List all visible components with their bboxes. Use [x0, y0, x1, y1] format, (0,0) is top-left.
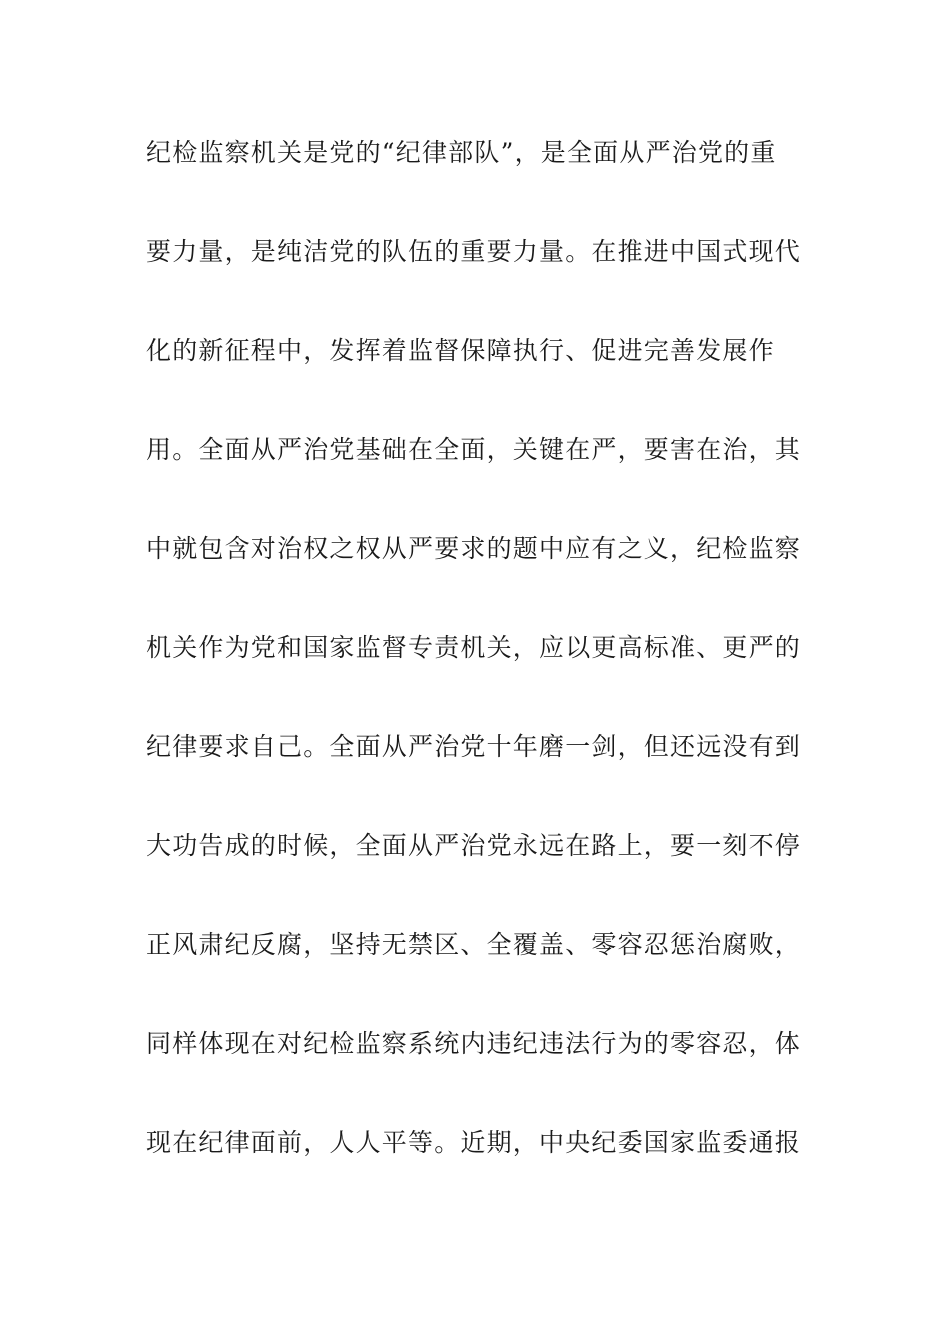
text-line: 同样体现在对纪检监察系统内违纪违法行为的零容忍，体 — [146, 1029, 802, 1058]
text-line: 机关作为党和国家监督专责机关，应以更高标准、更严的 — [146, 633, 802, 662]
text-line: 纪律要求自己。全面从严治党十年磨一剑，但还远没有到 — [146, 732, 802, 761]
text-line: 用。全面从严治党基础在全面，关键在严，要害在治，其 — [146, 435, 802, 464]
text-line: 中就包含对治权之权从严要求的题中应有之义，纪检监察 — [146, 534, 802, 563]
text-line: 现在纪律面前，人人平等。近期，中央纪委国家监委通报 — [146, 1128, 802, 1157]
text-line: 大功告成的时候，全面从严治党永远在路上，要一刻不停 — [146, 831, 802, 860]
body-paragraph — [146, 128, 806, 1217]
text-line: 正风肃纪反腐，坚持无禁区、全覆盖、零容忍惩治腐败， — [146, 930, 802, 959]
text-line: 要力量，是纯洁党的队伍的重要力量。在推进中国式现代 — [146, 237, 802, 266]
text-line: 纪检监察机关是党的“纪律部队”，是全面从严治党的重 — [146, 138, 777, 167]
text-line: 化的新征程中，发挥着监督保障执行、促进完善发展作 — [146, 336, 775, 365]
